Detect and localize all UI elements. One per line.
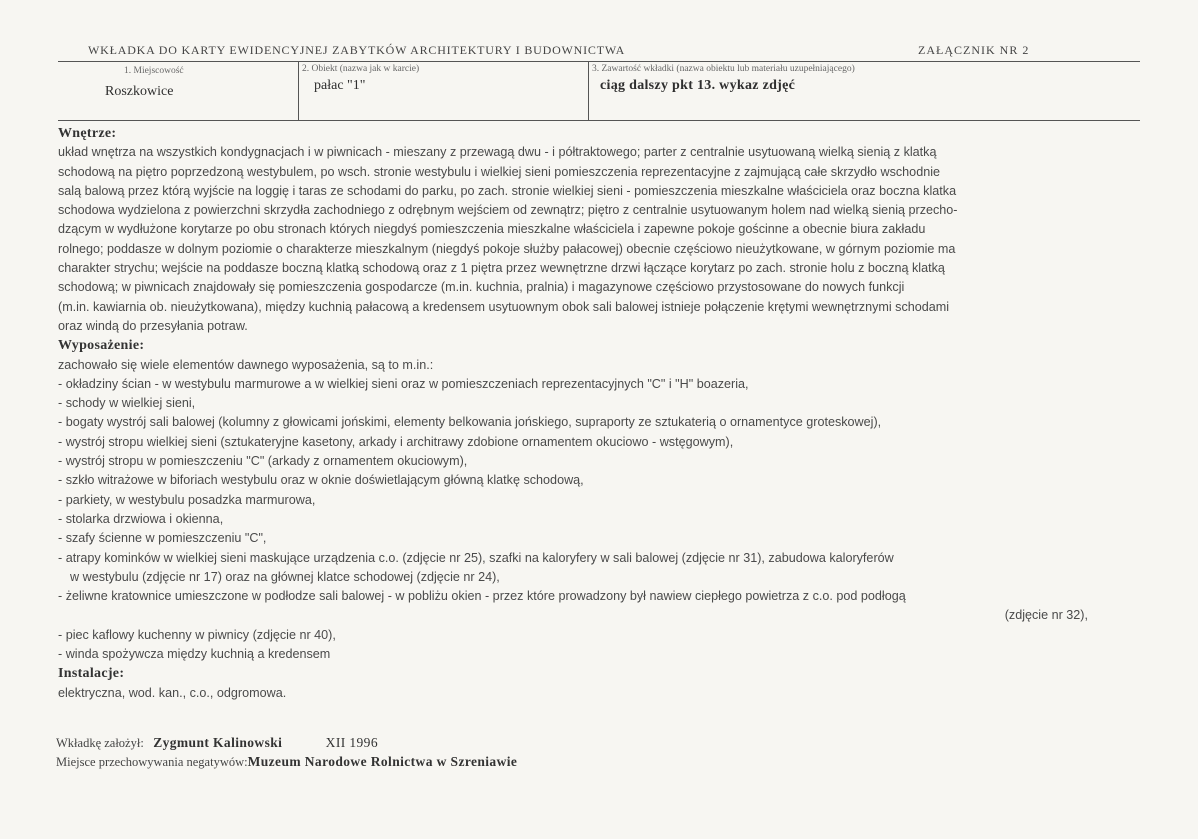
interior-line: oraz windą do przesyłania potraw. <box>58 318 248 333</box>
author-line <box>56 735 1056 751</box>
interior-line: schodową na piętro poprzedzoną westybulem, po wsch. stronie westybulu i wielkiej sieni pomieszczenia reprezentacyjne z zajmującą całe skrzydło wschodnie <box>58 164 940 179</box>
list-item: - schody w wielkiej sieni, <box>58 396 196 411</box>
list-item: - bogaty wystrój sali balowej (kolumny z głowicami jońskimi, elementy belkowania jońskiego, supraporty ze sztukaterią o ornamentyce groteskowej), <box>58 415 882 430</box>
table-divider-1 <box>298 61 299 121</box>
content-value: ciąg dalszy pkt 13. wykaz zdjęć <box>600 78 796 93</box>
list-item: - wystrój stropu wielkiej sieni (sztukateryjne kasetony, arkady i architrawy zdobione ornamentem okuciowo - wstęgowym), <box>58 434 734 449</box>
table-top-rule <box>58 61 1140 62</box>
interior-line: dzącym w wydłużone korytarze po obu stronach których niegdyś pomieszczenia mieszkalne właściciela i zapewne pokoje gościnne a obecnie biura zakładu <box>58 222 926 237</box>
list-item: - atrapy kominków w wielkiej sieni maskujące urządzenia c.o. (zdjęcie nr 25), szafki na kaloryfery w sali balowej (zdjęcie nr 31), zabudowa kaloryferów <box>58 550 894 565</box>
author-name: Zygmunt Kalinowski <box>153 735 283 750</box>
interior-line: (m.in. kawiarnia ob. nieużytkowana), między kuchnią pałacową a kredensem usytuownym obok sali balowej istnieje połączenie krętymi wewnętrznymi schodami <box>58 299 950 314</box>
document-body <box>58 124 1148 703</box>
interior-heading: Wnętrze: <box>58 126 117 141</box>
locality-label: 1. Miejscowość <box>124 66 184 76</box>
list-item: - winda spożywcza między kuchnią a kredensem <box>58 647 331 662</box>
table-bottom-rule <box>58 120 1140 121</box>
storage-line <box>56 754 1056 770</box>
list-item-continuation: w westybulu (zdjęcie nr 17) oraz na głównej klatce schodowej (zdjęcie nr 24), <box>70 569 500 584</box>
list-item-continuation: (zdjęcie nr 32), <box>1004 608 1088 623</box>
object-value: pałac "1" <box>314 78 366 93</box>
object-label: 2. Obiekt (nazwa jak w karcie) <box>302 64 420 74</box>
annex-number: ZAŁĄCZNIK NR 2 <box>918 43 1030 57</box>
form-title: WKŁADKA DO KARTY EWIDENCYJNEJ ZABYTKÓW ARCHITEKTURY I BUDOWNICTWA <box>88 43 626 57</box>
interior-line: salą balową przez którą wyjście na loggię i taras ze schodami do parku, po zach. stronie wielkiej sieni - pomieszczenia mieszkalne właściciela oraz boczna klatka <box>58 183 957 198</box>
installations-heading: Instalacje: <box>58 666 125 682</box>
interior-line: schodowa wydzielona z powierzchni skrzydła zachodniego z odrębnym wejściem od zewnątrz; piętro z centralnie usytuowanym holem nad wielką sienią przecho- <box>58 203 958 218</box>
list-item: - parkiety, w westybulu posadzka marmurowa, <box>58 492 316 507</box>
list-item: - okładziny ścian - w westybulu marmurowe a w wielkiej sieni oraz w pomieszczeniach reprezentacyjnych "C" i "H" boazeria, <box>58 376 749 391</box>
locality-value: Roszkowice <box>105 84 174 99</box>
creation-date: XII 1996 <box>325 735 378 750</box>
list-item: - szafy ścienne w pomieszczeniu "C", <box>58 531 267 546</box>
interior-line: rolnego; poddasze w dolnym poziomie o charakterze mieszkalnym (niegdyś pokoje służby pałacowej) obecnie częściowo nieużytkowane, w górnym poziomie ma <box>58 241 956 256</box>
list-item: - wystrój stropu w pomieszczeniu "C" (arkady z ornamentem okuciowym), <box>58 454 468 469</box>
interior-line: charakter strychu; wejście na poddasze boczną klatką schodową oraz z 1 piętra przez wewnętrzne drzwi łączące korytarz po zach. stronie holu z boczną klatką <box>58 261 945 276</box>
interior-description <box>58 143 1148 336</box>
interior-line: układ wnętrza na wszystkich kondygnacjach i w piwnicach - mieszany z przewagą dwu - i półtraktowego; parter z centralnie usytuowaną wielką sienią z klatką <box>58 145 937 160</box>
list-item: - piec kaflowy kuchenny w piwnicy (zdjęcie nr 40), <box>58 627 336 642</box>
author-label: Wkładkę założył: <box>56 736 144 750</box>
interior-line: schodową; w piwnicach znajdowały się pomieszczenia gospodarcze (m.in. kuchnia, pralnia) i magazynowe częściowo przystosowane do nowych funkcji <box>58 280 905 295</box>
table-divider-2 <box>588 61 589 121</box>
furnishings-heading: Wyposażenie: <box>58 338 145 354</box>
storage-value: Muzeum Narodowe Rolnictwa w Szreniawie <box>247 754 518 769</box>
list-item: - szkło witrażowe w biforiach westybulu oraz w oknie doświetlającym główną klatkę schodową, <box>58 473 584 488</box>
furnishings-intro: zachowało się wiele elementów dawnego wyposażenia, są to m.in.: <box>58 357 434 372</box>
content-label: 3. Zawartość wkładki (nazwa obiektu lub materiału uzupełniającego) <box>592 64 855 74</box>
installations-text: elektryczna, wod. kan., c.o., odgromowa. <box>58 685 287 700</box>
list-item: - żeliwne kratownice umieszczone w podłodze sali balowej - w pobliżu okien - przez które prowadzony był nawiew ciepłego powietrza z c.o. pod podłogą <box>58 589 906 604</box>
storage-label: Miejsce przechowywania negatywów: <box>56 755 248 769</box>
list-item: - stolarka drzwiowa i okienna, <box>58 511 224 526</box>
